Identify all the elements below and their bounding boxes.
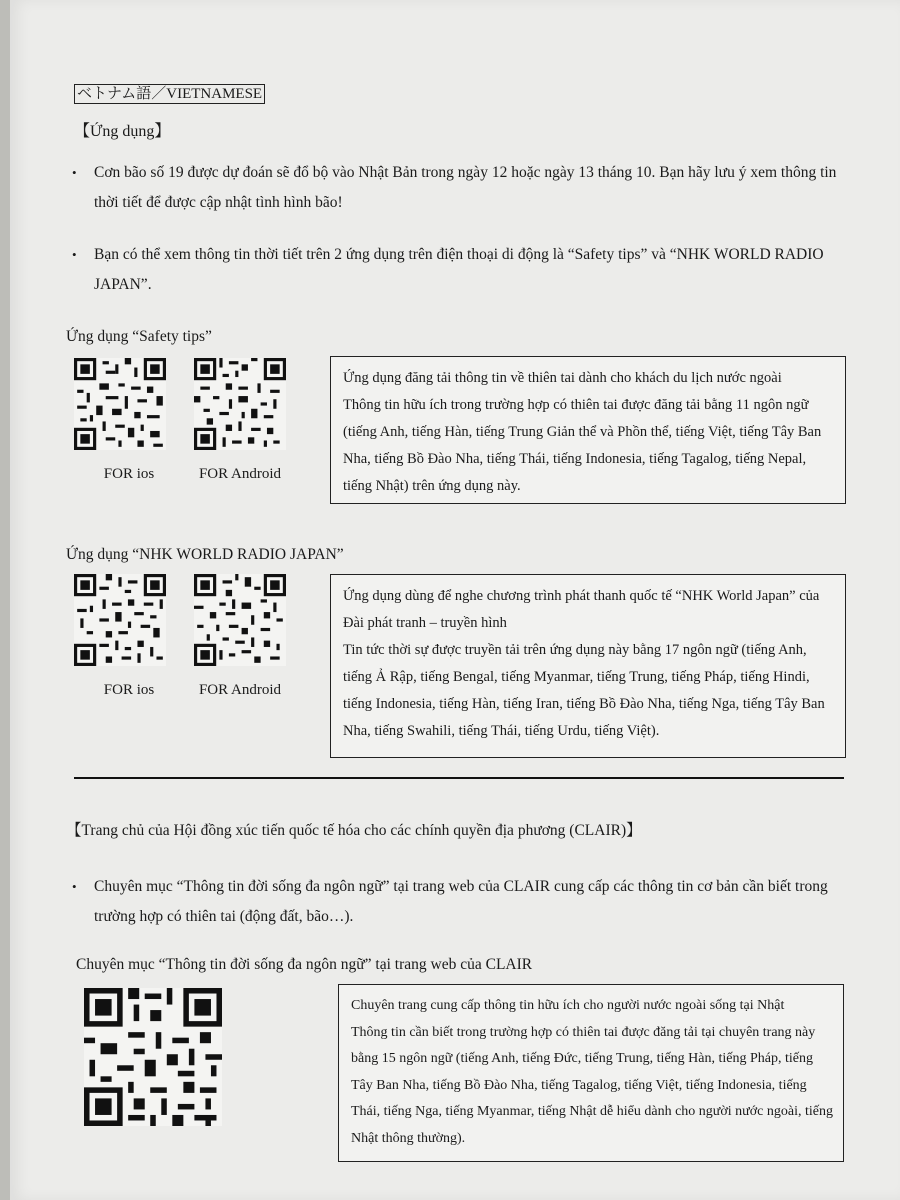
qr-label-ios: FOR ios bbox=[103, 466, 155, 482]
info-line: Thông tin hữu ích trong trường hợp có thiên tai được đăng tải bằng 11 ngôn ngữ (tiếng Anh, tiếng Hàn, tiếng Trung Giản thể và Phồn thể, tiếng Việt, tiếng Tây Ban Nha, tiếng Bồ Đào Nha, tiếng Thái, tiếng Indonesia, tiếng Tagalog, tiếng Nepal, tiếng Nhật) trên ứng dụng này. bbox=[343, 397, 822, 494]
caption-nhk-world: Ứng dụng “NHK WORLD RADIO JAPAN” bbox=[66, 546, 344, 563]
info-box-safety-tips bbox=[330, 356, 846, 504]
qr-label-android: FOR Android bbox=[198, 466, 282, 482]
info-line: Ứng dụng đăng tải thông tin về thiên tai dành cho khách du lịch nước ngoài bbox=[343, 370, 782, 386]
document-page bbox=[10, 0, 900, 1200]
bullet-typhoon-warning: • Cơn bão số 19 được dự đoán sẽ đổ bộ vào Nhật Bản trong ngày 12 hoặc ngày 13 tháng 10. Bạn hãy lưu ý xem thông tin thời tiết để được cập nhật tình hình bão! bbox=[94, 158, 854, 218]
info-line: Tin tức thời sự được truyền tải trên ứng dụng này bằng 17 ngôn ngữ (tiếng Anh, tiếng Ả Rập, tiếng Bengal, tiếng Myanmar, tiếng Trung, tiếng Pháp, tiếng Hindi, tiếng Indonesia, tiếng Hàn, tiếng Iran, tiếng Bồ Đào Nha, tiếng Nga, tiếng Tây Ban Nha, tiếng Swahili, tiếng Thái, tiếng Urdu, tiếng Việt). bbox=[343, 642, 825, 739]
qr-code-icon bbox=[84, 988, 222, 1126]
qr-code-icon bbox=[194, 574, 286, 666]
bullet-apps-info: • Bạn có thể xem thông tin thời tiết trên 2 ứng dụng trên điện thoại di động là “Safety tips” và “NHK WORLD RADIO JAPAN”. bbox=[94, 240, 854, 300]
caption-clair: Chuyên mục “Thông tin đời sống đa ngôn ngữ” tại trang web của CLAIR bbox=[76, 956, 533, 973]
info-line: Chuyên trang cung cấp thông tin hữu ích cho người nước ngoài sống tại Nhật bbox=[351, 998, 785, 1013]
section-divider bbox=[74, 777, 844, 779]
bullet-clair-info: • Chuyên mục “Thông tin đời sống đa ngôn ngữ” tại trang web của CLAIR cung cấp các thông tin cơ bản cần biết trong trường hợp có thiên tai (động đất, bão…). bbox=[94, 872, 854, 932]
section-title-clair: 【Trang chủ của Hội đồng xúc tiến quốc tế hóa cho các chính quyền địa phương (CLAIR)】 bbox=[66, 822, 642, 839]
info-box-clair bbox=[338, 984, 844, 1162]
qr-clair[interactable] bbox=[84, 988, 222, 1126]
qr-code-icon bbox=[194, 358, 286, 450]
bullet-dot-icon: • bbox=[72, 879, 77, 894]
qr-safety-ios[interactable] bbox=[74, 358, 166, 450]
qr-nhk-ios[interactable] bbox=[74, 574, 166, 666]
qr-nhk-android[interactable] bbox=[194, 574, 286, 666]
language-tag: ベトナム語／VIETNAMESE bbox=[74, 84, 265, 104]
qr-code-icon bbox=[74, 574, 166, 666]
info-box-nhk-world bbox=[330, 574, 846, 758]
bullet-dot-icon: • bbox=[72, 165, 77, 180]
caption-safety-tips: Ứng dụng “Safety tips” bbox=[66, 328, 212, 345]
qr-label-ios: FOR ios bbox=[103, 682, 155, 698]
info-line: Thông tin cần biết trong trường hợp có thiên tai được đăng tải tại chuyên trang này bằng 15 ngôn ngữ (tiếng Anh, tiếng Đức, tiếng Trung, tiếng Hàn, tiếng Pháp, tiếng Tây Ban Nha, tiếng Bồ Đào Nha, tiếng Tagalog, tiếng Việt, tiếng Indonesia, tiếng Thái, tiếng Nga, tiếng Myanmar, tiếng Nhật dễ hiểu dành cho người nước ngoài, tiếng Nhật thông thường). bbox=[351, 1024, 833, 1146]
qr-safety-android[interactable] bbox=[194, 358, 286, 450]
bullet-dot-icon: • bbox=[72, 247, 77, 262]
info-line: Ứng dụng dùng để nghe chương trình phát thanh quốc tế “NHK World Japan” của Đài phát tranh – truyền hình bbox=[343, 588, 820, 631]
qr-code-icon bbox=[74, 358, 166, 450]
section-title-apps: 【Ứng dụng】 bbox=[74, 123, 171, 140]
qr-label-android: FOR Android bbox=[198, 682, 282, 698]
